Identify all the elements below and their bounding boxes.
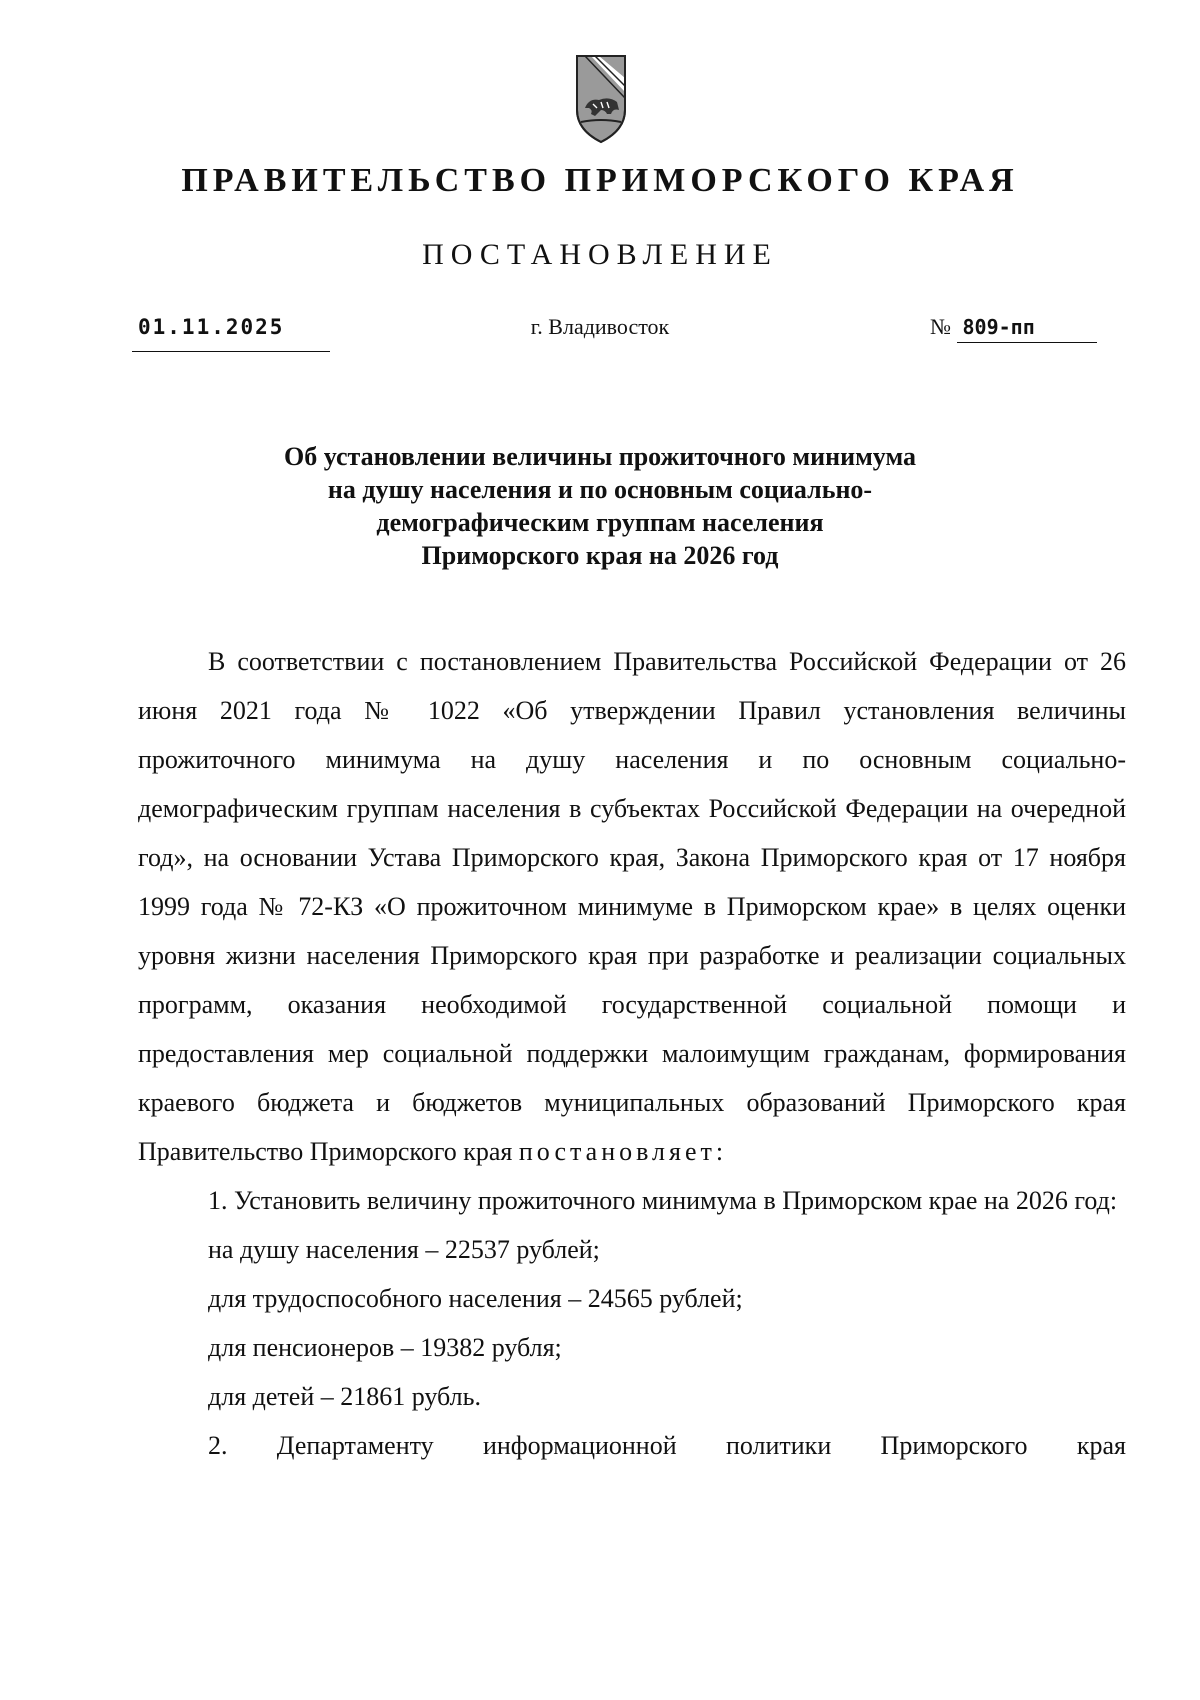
document-city: г. Владивосток — [530, 314, 670, 339]
heading-line: демографическим группам населения — [376, 508, 824, 537]
document-number-field — [930, 312, 1112, 352]
organization-title: ПРАВИТЕЛЬСТВО ПРИМОРСКОГО КРАЯ — [181, 162, 1019, 199]
clause-1: 1. Установить величину прожиточного минимума в Приморском крае на 2026 год: — [208, 1186, 1118, 1215]
list-item: для трудоспособного населения – 24565 рублей; — [208, 1284, 743, 1313]
document-type: ПОСТАНОВЛЕНИЕ — [422, 238, 778, 271]
preamble-paragraph — [138, 637, 1126, 1176]
resolves-word: постановляет — [518, 1137, 716, 1166]
document-body — [138, 637, 1126, 1470]
document-number: 809-пп — [957, 312, 1097, 343]
heading-line: Об установлении величины прожиточного минимума — [284, 442, 916, 471]
preamble-text: В соответствии с постановлением Правительства Российской Федерации от 26 июня 2021 года № 1022 «Об утверждении Правил установления величины прожиточного минимума на душу населения и по основным социально-демографическим группам населения в субъектах Российской Федерации на очередной год», на основании Устава Приморского края, Закона Приморского края от 17 ноября 1999 года № 72-КЗ «О прожиточном минимуме в Приморском крае» в целях оценки уровня жизни населения Приморского края при разработке и реализации социальных программ, оказания необходимой государственной социальной помощи и предоставления мер социальной поддержки малоимущим гражданам, формирования краевого бюджета и бюджетов муниципальных образований Приморского края Правительство Приморского края — [138, 647, 1126, 1166]
document-date: 01.11.2025 — [132, 312, 330, 352]
number-sign: № — [930, 314, 951, 339]
document-heading — [0, 440, 1200, 572]
coat-of-arms-icon — [571, 48, 631, 148]
heading-line: на душу населения и по основным социально- — [327, 475, 873, 504]
list-item: на душу населения – 22537 рублей; — [208, 1235, 600, 1264]
clause-2: 2. Департаменту информационной политики Приморского края — [208, 1431, 1126, 1460]
list-item: для детей – 21861 рубль. — [208, 1382, 481, 1411]
list-item: для пенсионеров – 19382 рубля; — [208, 1333, 562, 1362]
heading-line: Приморского края на 2026 год — [421, 541, 779, 570]
preamble-colon: : — [715, 1137, 724, 1166]
